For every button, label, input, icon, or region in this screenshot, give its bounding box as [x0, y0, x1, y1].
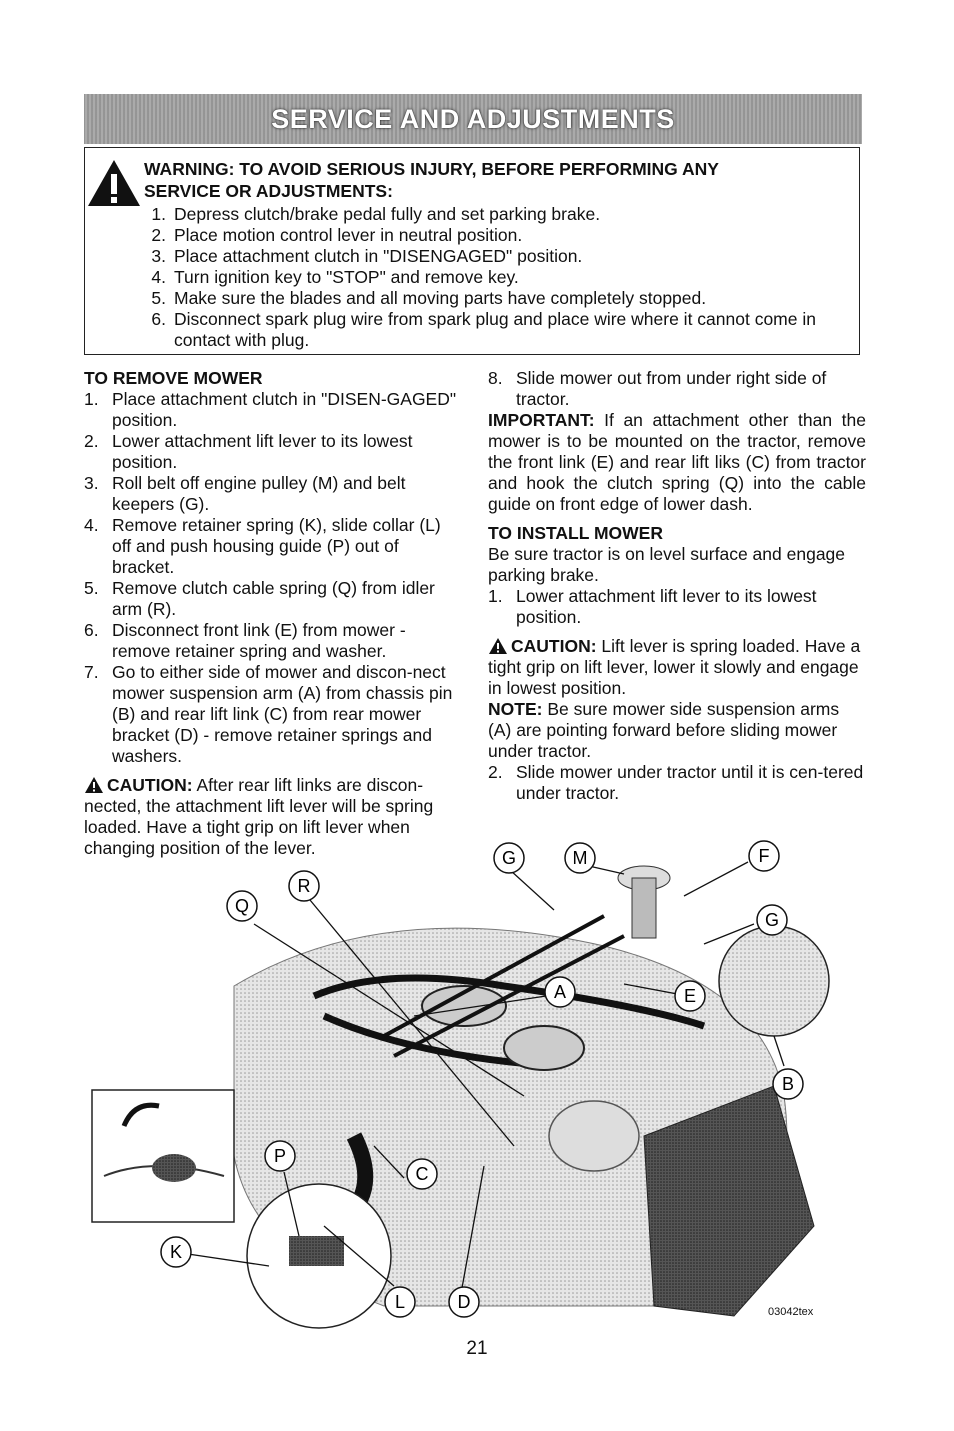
important-text: If an attachment other than the mower is to be mounted on the tractor, remove the front link (E) and rear lift liks (C) from tractor and hook the clutch spring (Q) into the cable guide on front edge of lower dash. [488, 410, 866, 514]
step-number: 6. [151, 309, 166, 329]
step-text: Roll belt off engine pulley (M) and belt keepers (G). [112, 473, 406, 514]
step-text: Place motion control lever in neutral position. [174, 225, 523, 245]
warning-heading-line2: SERVICE OR ADJUSTMENTS: [144, 181, 393, 201]
callout-l [385, 1287, 415, 1317]
remove-mower-section [84, 368, 460, 859]
callout-c [407, 1159, 437, 1189]
step-number: 4. [151, 267, 166, 287]
list-item [84, 473, 460, 515]
step-text: Remove clutch cable spring (Q) from idler arm (R). [112, 578, 435, 619]
callout-a [545, 977, 575, 1007]
callout-letter: G [501, 848, 517, 868]
chassis-pin-detail [719, 926, 829, 1036]
list-item [136, 267, 836, 288]
list-item [84, 620, 460, 662]
callout-letter: A [553, 982, 567, 1002]
callout-p [265, 1141, 295, 1171]
callout-d [449, 1287, 479, 1317]
step-text: Depress clutch/brake pedal fully and set parking brake. [174, 204, 601, 224]
callout-e [675, 981, 705, 1011]
list-item [84, 578, 460, 620]
caution-icon [488, 637, 508, 655]
remove-steps [84, 389, 460, 767]
callout-b [773, 1069, 803, 1099]
list-item [136, 246, 836, 267]
install-mower-section [488, 368, 866, 804]
install-steps [488, 586, 866, 628]
caution-icon [84, 776, 104, 794]
caution-label: CAUTION: [511, 636, 597, 656]
step-text: Slide mower out from under right side of tractor. [516, 368, 827, 409]
list-item [488, 586, 866, 628]
callout-q [227, 891, 257, 921]
step-text: Disconnect front link (E) from mower - remove retainer spring and washer. [112, 620, 406, 661]
remove-steps-cont [488, 368, 866, 410]
step-number: 6. [84, 620, 99, 640]
callout-letter: K [169, 1242, 183, 1262]
callout-letter: F [758, 846, 770, 866]
callout-letter: R [297, 876, 311, 896]
callout-g-top [494, 843, 524, 873]
section-title: SERVICE AND ADJUSTMENTS [271, 103, 675, 134]
install-intro: Be sure tractor is on level surface and engage parking brake. [488, 544, 846, 585]
callout-m [565, 843, 595, 873]
step-number: 1. [84, 389, 99, 409]
section-banner [84, 94, 862, 144]
step-text: Make sure the blades and all moving parts have completely stopped. [174, 288, 707, 308]
note-text: Be sure mower side suspension arms (A) are pointing forward before sliding mower under tractor. [488, 699, 840, 761]
step-text: Place attachment clutch in "DISEN-GAGED" position. [112, 389, 457, 430]
step-text: Place attachment clutch in "DISENGAGED" position. [174, 246, 583, 266]
step-text: Remove retainer spring (K), slide collar (L) off and push housing guide (P) out of bracket. [112, 515, 441, 577]
install-note [488, 699, 866, 762]
page-number: 21 [466, 1338, 488, 1359]
callout-letter: C [415, 1164, 429, 1184]
callout-letter: M [572, 848, 588, 868]
caution-text: After rear lift links are discon-nected, the attachment lift lever will be spring loaded. Have a tight grip on lift lever when changing position of the lever. [84, 775, 434, 858]
pulley [549, 1101, 639, 1171]
caution-label: CAUTION: [107, 775, 193, 795]
pulley [504, 1026, 584, 1070]
step-number: 1. [151, 204, 166, 224]
callout-f [749, 841, 779, 871]
note-label: NOTE: [488, 699, 543, 719]
step-text: Go to either side of mower and discon-nect mower suspension arm (A) from chassis pin (B) and rear lift link (C) from rear mower bracket (D) - remove retainer springs and washers. [112, 662, 453, 766]
step-text: Lower attachment lift lever to its lowest position. [112, 431, 413, 472]
warning-steps [136, 204, 836, 351]
callout-g-right [757, 905, 787, 935]
step-number: 5. [84, 578, 99, 598]
callout-r [289, 871, 319, 901]
callout-letter: G [764, 910, 780, 930]
step-text: Turn ignition key to "STOP" and remove key. [174, 267, 519, 287]
step-number: 1. [488, 586, 503, 606]
list-item [136, 309, 836, 351]
step-number: 2. [84, 431, 99, 451]
list-item [488, 762, 866, 804]
step-number: 5. [151, 288, 166, 308]
important-label: IMPORTANT: [488, 410, 595, 430]
caution-text: Lift lever is spring loaded. Have a tight grip on lift lever, lower it slowly and engage in lowest position. [488, 636, 861, 698]
step-number: 8. [488, 368, 503, 388]
list-item [488, 368, 866, 410]
remove-mower-heading: TO REMOVE MOWER [84, 368, 263, 388]
important-note [488, 410, 866, 515]
list-item [84, 389, 460, 431]
callout-letter: E [683, 986, 697, 1006]
step-number: 3. [84, 473, 99, 493]
warning-icon [86, 158, 142, 208]
list-item [136, 204, 836, 225]
list-item [136, 288, 836, 309]
warning-heading-line1: WARNING: TO AVOID SERIOUS INJURY, BEFORE PERFORMING ANY [144, 159, 719, 179]
list-item [84, 515, 460, 578]
callout-letter: L [394, 1292, 406, 1312]
step-number: 2. [488, 762, 503, 782]
list-item [84, 431, 460, 473]
step-text: Lower attachment lift lever to its lowest position. [516, 586, 817, 627]
callout-letter: P [273, 1146, 287, 1166]
list-item [136, 225, 836, 246]
step-text: Slide mower under tractor until it is cen-tered under tractor. [516, 762, 864, 803]
install-mower-heading: TO INSTALL MOWER [488, 523, 663, 543]
step-number: 2. [151, 225, 166, 245]
mower-deck-illustration [84, 836, 864, 1332]
step-number: 3. [151, 246, 166, 266]
callout-k [161, 1237, 191, 1267]
callout-letter: Q [234, 896, 250, 916]
install-steps-cont [488, 762, 866, 804]
callout-letter: B [781, 1074, 795, 1094]
step-number: 7. [84, 662, 99, 682]
step-number: 4. [84, 515, 99, 535]
figure-code: 03042tex [768, 1306, 814, 1318]
callout-letter: D [457, 1292, 471, 1312]
warning-heading [144, 158, 844, 202]
install-caution [488, 636, 866, 699]
list-item [84, 662, 460, 767]
step-text: Disconnect spark plug wire from spark plug and place wire where it cannot come in contact with plug. [174, 309, 816, 350]
